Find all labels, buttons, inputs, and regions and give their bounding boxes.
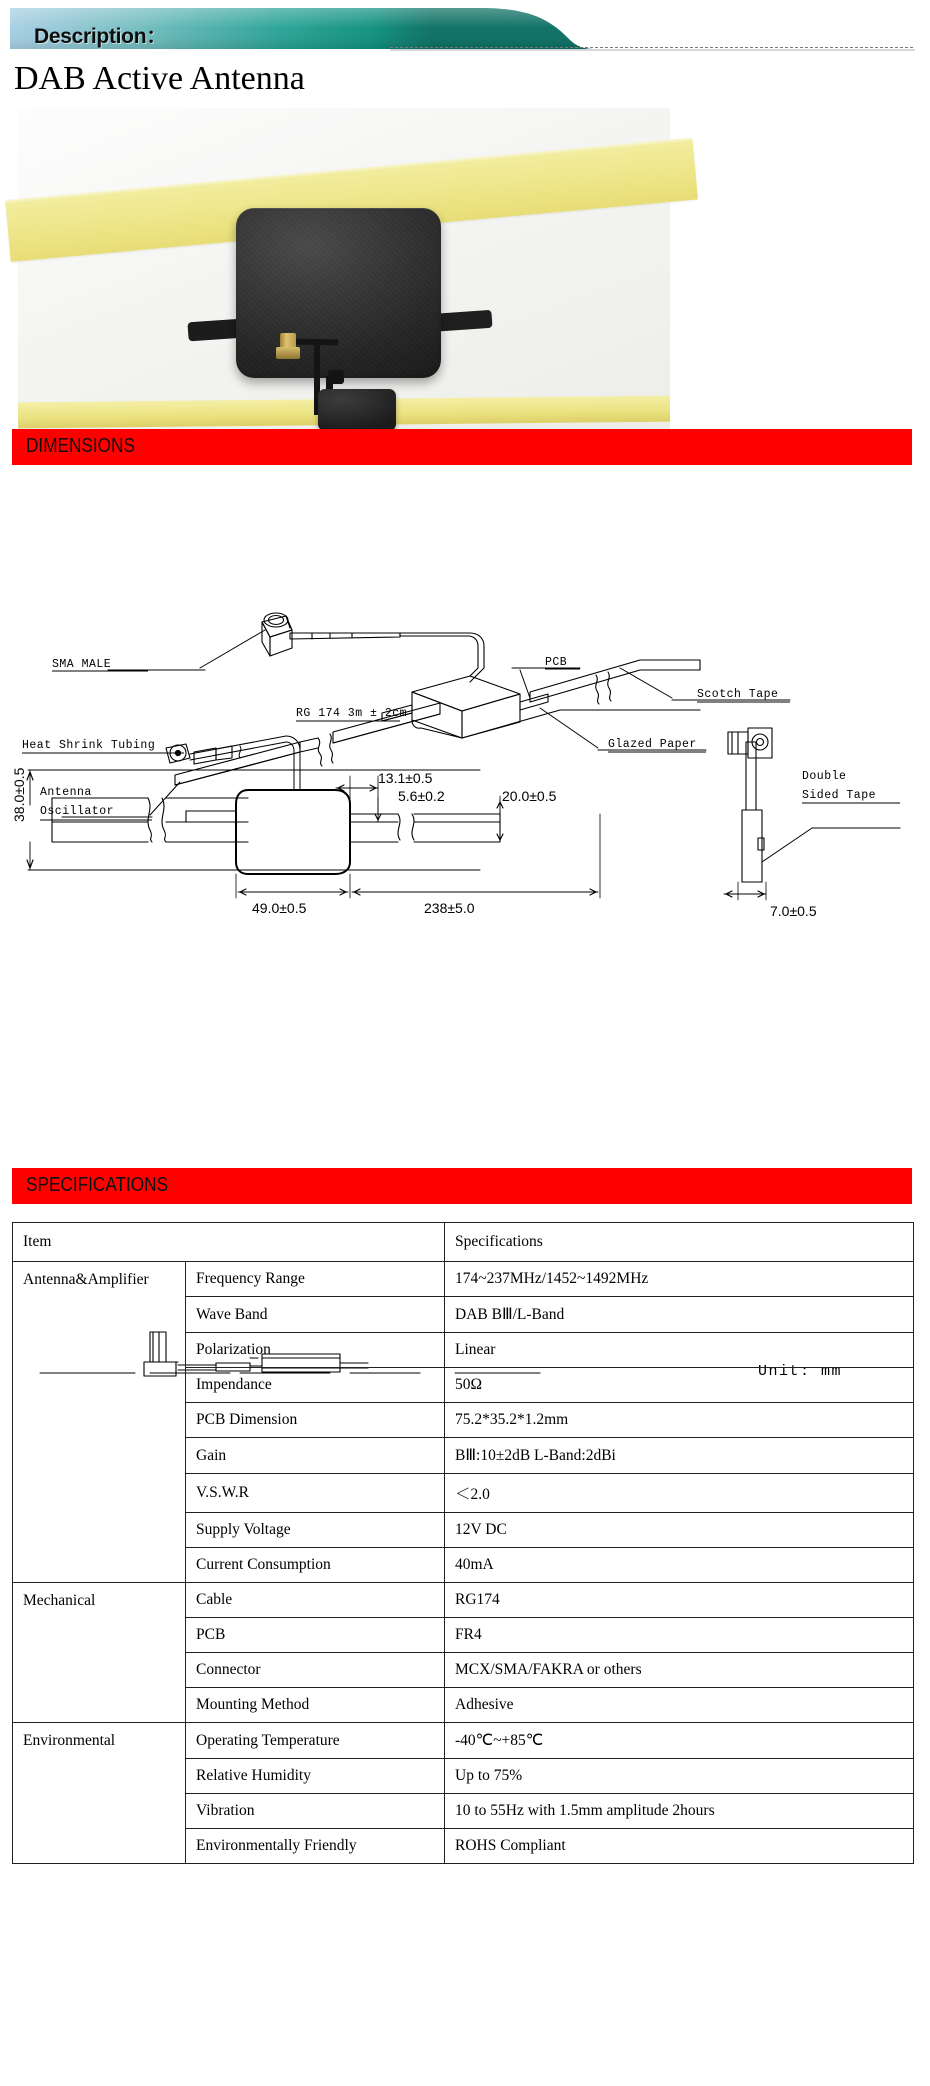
section-header-dimensions: [12, 429, 912, 465]
dimension-thickness-7: 7.0±0.5: [770, 903, 817, 919]
spec-key-cell: PCB Dimension: [186, 1403, 445, 1438]
page-title: DAB Active Antenna: [14, 60, 305, 97]
callout-pcb: PCB: [545, 656, 568, 669]
table-row: [13, 1723, 914, 1759]
spec-key-cell: Impendance: [186, 1368, 445, 1403]
unit-note: Unit: mm: [758, 1363, 843, 1380]
spec-key-cell: Operating Temperature: [186, 1723, 445, 1759]
spec-key-cell: Polarization: [186, 1333, 445, 1368]
callout-antenna-oscillator-1: Antenna: [40, 786, 92, 799]
spec-value-cell: MCX/SMA/FAKRA or others: [445, 1653, 914, 1688]
spec-key-cell: V.S.W.R: [186, 1474, 445, 1513]
spec-value-cell: -40℃~+85℃: [445, 1723, 914, 1759]
spec-value-cell: ＜2.0: [445, 1474, 914, 1513]
callout-antenna-oscillator-2: Oscillator: [40, 805, 115, 818]
spec-key-cell: Wave Band: [186, 1297, 445, 1333]
category-cell: Mechanical: [13, 1583, 186, 1723]
spec-key-cell: Frequency Range: [186, 1262, 445, 1297]
inline-amplifier-box: [318, 389, 396, 431]
spec-key-cell: Relative Humidity: [186, 1759, 445, 1794]
callout-scotch-tape: Scotch Tape: [697, 688, 779, 701]
dimension-pcb-13-1: 13.1±0.5: [378, 770, 433, 786]
dimension-pcb-5-6: 5.6±0.2: [398, 788, 445, 804]
dimensions-label: DIMENSIONS: [26, 435, 135, 457]
spec-key-cell: Current Consumption: [186, 1548, 445, 1583]
spec-key-cell: Environmentally Friendly: [186, 1829, 445, 1864]
spec-key-cell: Vibration: [186, 1794, 445, 1829]
product-photo: [18, 108, 670, 430]
spec-key-cell: Cable: [186, 1583, 445, 1618]
callout-sma-male: SMA MALE: [52, 658, 112, 671]
table-row: [13, 1583, 914, 1618]
spec-value-cell: Up to 75%: [445, 1759, 914, 1794]
spec-key-cell: Gain: [186, 1438, 445, 1474]
dimension-length-238: 238±5.0: [424, 900, 475, 916]
description-banner: [10, 6, 915, 52]
sma-connector-body-photo: [276, 347, 300, 359]
spec-value-cell: 50Ω: [445, 1368, 914, 1403]
dimension-tape-20: 20.0±0.5: [502, 788, 557, 804]
spec-value-cell: FR4: [445, 1618, 914, 1653]
spec-key-cell: Connector: [186, 1653, 445, 1688]
column-header-item: Item: [13, 1223, 445, 1262]
spec-key-cell: Supply Voltage: [186, 1513, 445, 1548]
callout-double-sided-tape-1: Double: [802, 770, 847, 783]
table-header-row: [13, 1223, 914, 1262]
spec-value-cell: RG174: [445, 1583, 914, 1618]
column-header-specifications: Specifications: [445, 1223, 914, 1262]
spec-value-cell: 10 to 55Hz with 1.5mm amplitude 2hours: [445, 1794, 914, 1829]
specifications-table: [12, 1222, 914, 1864]
spec-value-cell: DAB BⅢ/L-Band: [445, 1297, 914, 1333]
antenna-module-body: [236, 208, 441, 378]
specifications-label: SPECIFICATIONS: [26, 1174, 169, 1196]
spec-key-cell: PCB: [186, 1618, 445, 1653]
category-cell: Antenna&Amplifier: [13, 1262, 186, 1583]
callout-glazed-paper: Glazed Paper: [608, 738, 697, 751]
spec-value-cell: ROHS Compliant: [445, 1829, 914, 1864]
spec-value-cell: Adhesive: [445, 1688, 914, 1723]
dimension-height-38: 38.0±0.5: [11, 767, 27, 822]
spec-value-cell: 174~237MHz/1452~1492MHz: [445, 1262, 914, 1297]
spec-value-cell: 40mA: [445, 1548, 914, 1583]
description-label: Description：: [34, 25, 167, 48]
category-cell: Environmental: [13, 1723, 186, 1864]
spec-value-cell: Linear: [445, 1333, 914, 1368]
spec-value-cell: BⅢ:10±2dB L-Band:2dBi: [445, 1438, 914, 1474]
callout-heat-shrink-tubing: Heat Shrink Tubing: [22, 739, 156, 752]
callout-cable-spec: RG 174 3m ± 2cm: [296, 707, 408, 720]
cable-horizontal-run: [294, 339, 338, 346]
table-row: [13, 1262, 914, 1297]
dimension-width-49: 49.0±0.5: [252, 900, 307, 916]
callout-double-sided-tape-2: Sided Tape: [802, 789, 877, 802]
spec-value-cell: 75.2*35.2*1.2mm: [445, 1403, 914, 1438]
spec-key-cell: Mounting Method: [186, 1688, 445, 1723]
section-header-specifications: [12, 1168, 912, 1204]
spec-value-cell: 12V DC: [445, 1513, 914, 1548]
